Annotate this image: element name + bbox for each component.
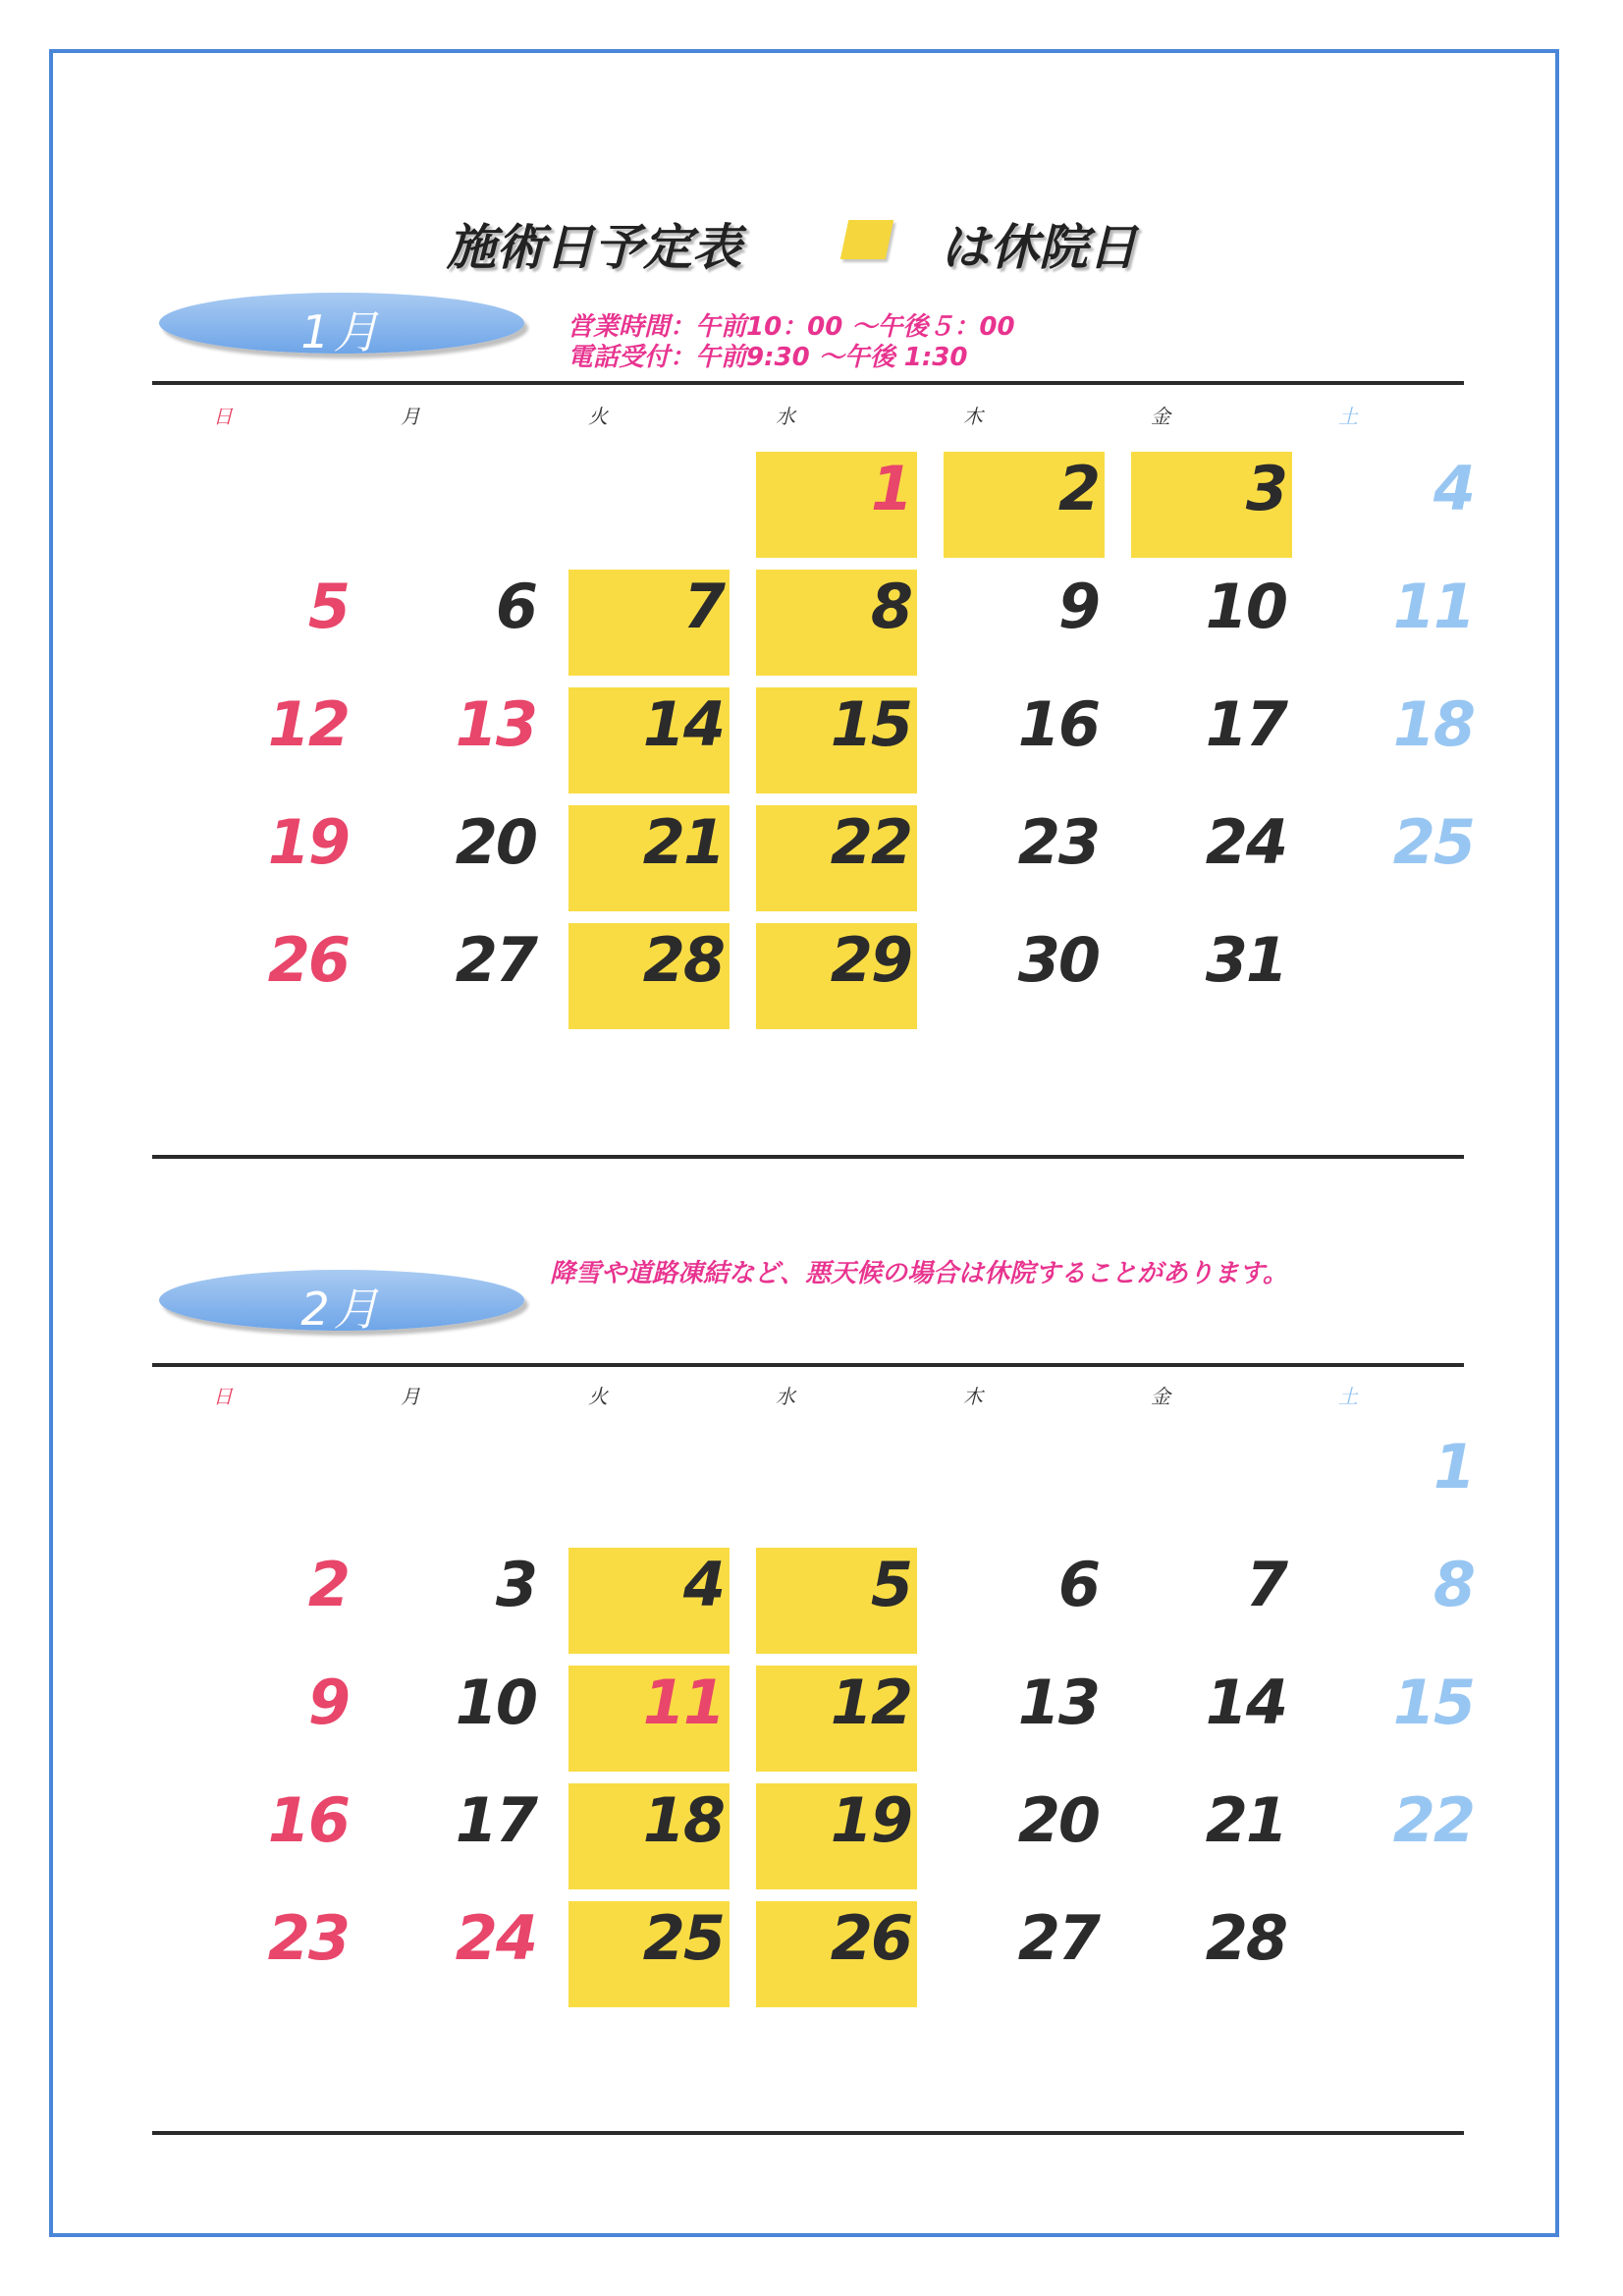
day-number: 26 <box>267 924 349 996</box>
closed-day-cell <box>568 1666 730 1772</box>
day-cell <box>193 1901 354 2007</box>
day-cell <box>381 1901 542 2007</box>
day-number: 19 <box>267 806 349 878</box>
day-number: 14 <box>1205 1667 1286 1738</box>
weekday-header-mon: 月 <box>401 405 420 428</box>
day-number: 12 <box>830 1667 911 1738</box>
day-number: 10 <box>1205 571 1286 642</box>
weekday-header-fri: 金 <box>1151 1385 1170 1408</box>
day-number: 9 <box>307 1667 349 1738</box>
closed-day-cell <box>568 805 730 911</box>
day-number: 13 <box>1017 1667 1099 1738</box>
closed-day-cell <box>756 452 917 558</box>
day-number: 10 <box>455 1667 536 1738</box>
day-cell <box>381 923 542 1029</box>
day-number: 1 <box>1433 1431 1474 1503</box>
day-cell <box>193 805 354 911</box>
day-number: 12 <box>267 688 349 760</box>
top-rule <box>152 381 1464 385</box>
day-cell <box>1319 1783 1480 1889</box>
notice-line: 電話受付：午前9:30 〜午後 1:30 <box>568 343 968 372</box>
weekday-header-sat: 土 <box>1338 405 1358 428</box>
day-number: 5 <box>307 571 349 642</box>
weekday-header-mon: 月 <box>401 1385 420 1408</box>
closed-day-cell <box>568 923 730 1029</box>
closed-day-cell <box>756 687 917 793</box>
day-number: 5 <box>870 1549 911 1620</box>
weekday-header-tue: 火 <box>588 405 608 428</box>
day-cell <box>944 1783 1105 1889</box>
day-cell <box>1131 805 1292 911</box>
day-number: 20 <box>1017 1784 1099 1856</box>
closed-day-cell <box>568 1901 730 2007</box>
day-cell <box>381 1548 542 1654</box>
bottom-rule <box>152 1155 1464 1159</box>
day-number: 17 <box>455 1784 536 1856</box>
day-cell <box>193 687 354 793</box>
day-number: 30 <box>1017 924 1099 996</box>
day-cell <box>193 1548 354 1654</box>
day-number: 11 <box>1392 571 1474 642</box>
day-number: 21 <box>1205 1784 1286 1856</box>
day-cell <box>381 805 542 911</box>
weekday-header-sun: 日 <box>213 405 233 428</box>
day-cell <box>1131 1666 1292 1772</box>
notice-line: 降雪や道路凍結など、悪天候の場合は休院することがあります。 <box>550 1259 1288 1288</box>
day-number: 20 <box>455 806 536 878</box>
day-number: 7 <box>682 571 724 642</box>
day-number: 29 <box>830 924 911 996</box>
day-cell <box>1131 923 1292 1029</box>
day-number: 2 <box>1057 453 1099 524</box>
closed-day-cell <box>756 1548 917 1654</box>
weekday-header-wed: 水 <box>776 405 795 428</box>
closed-day-cell <box>568 1783 730 1889</box>
day-cell <box>1319 805 1480 911</box>
day-number: 3 <box>495 1549 536 1620</box>
day-number: 2 <box>307 1549 349 1620</box>
day-cell <box>1319 570 1480 676</box>
day-cell <box>944 1666 1105 1772</box>
day-cell <box>944 570 1105 676</box>
day-number: 28 <box>642 924 724 996</box>
day-cell <box>1131 687 1292 793</box>
day-number: 24 <box>455 1902 536 1974</box>
month-label-text: 2月 <box>300 1283 383 1336</box>
day-number: 1 <box>870 453 911 524</box>
day-cell <box>1319 687 1480 793</box>
month-notice <box>550 1259 1288 1289</box>
day-cell <box>1131 1548 1292 1654</box>
month-label-text: 1月 <box>300 305 383 358</box>
day-number: 16 <box>1017 688 1099 760</box>
title-text: 施術日予定表 <box>447 219 741 276</box>
bottom-rule <box>152 2131 1464 2135</box>
weekday-header-thu: 木 <box>963 1385 983 1408</box>
day-cell <box>381 1783 542 1889</box>
closed-day-cell <box>756 1666 917 1772</box>
day-number: 15 <box>1392 1667 1474 1738</box>
day-cell <box>1319 452 1480 558</box>
day-number: 25 <box>1392 806 1474 878</box>
notice-line: 営業時間：午前10：00 〜午後５：00 <box>568 312 1015 342</box>
day-cell <box>944 923 1105 1029</box>
day-number: 13 <box>455 688 536 760</box>
closed-day-cell <box>568 1548 730 1654</box>
day-cell <box>1131 1901 1292 2007</box>
day-number: 15 <box>830 688 911 760</box>
closed-day-cell <box>568 687 730 793</box>
day-number: 22 <box>830 806 911 878</box>
day-cell <box>1319 1548 1480 1654</box>
day-number: 23 <box>1017 806 1099 878</box>
day-cell <box>381 570 542 676</box>
weekday-header-thu: 木 <box>963 405 983 428</box>
day-cell <box>944 1548 1105 1654</box>
day-number: 22 <box>1392 1784 1474 1856</box>
closed-day-cell <box>756 1783 917 1889</box>
closed-day-cell <box>756 570 917 676</box>
weekday-header-fri: 金 <box>1151 405 1170 428</box>
day-number: 16 <box>267 1784 349 1856</box>
month-label <box>159 1270 524 1336</box>
day-number: 3 <box>1245 453 1286 524</box>
weekday-header-sat: 土 <box>1338 1385 1358 1408</box>
day-number: 4 <box>1433 453 1474 524</box>
day-number: 27 <box>455 924 536 996</box>
day-cell <box>944 1901 1105 2007</box>
closed-day-cell <box>756 1901 917 2007</box>
day-cell <box>193 1666 354 1772</box>
weekday-header-wed: 水 <box>776 1385 795 1408</box>
day-number: 31 <box>1205 924 1286 996</box>
day-cell <box>1319 1430 1480 1536</box>
day-number: 6 <box>495 571 536 642</box>
schedule-title <box>0 208 1623 287</box>
day-number: 27 <box>1017 1902 1099 1974</box>
day-cell <box>381 687 542 793</box>
day-cell <box>193 1783 354 1889</box>
day-number: 24 <box>1205 806 1286 878</box>
month-notice <box>568 312 1015 373</box>
day-cell <box>381 1666 542 1772</box>
day-cell <box>944 687 1105 793</box>
closed-day-cell <box>756 923 917 1029</box>
day-cell <box>193 923 354 1029</box>
closed-day-cell <box>568 570 730 676</box>
weekday-header-sun: 日 <box>213 1385 233 1408</box>
day-number: 21 <box>642 806 724 878</box>
day-number: 28 <box>1205 1902 1286 1974</box>
day-number: 8 <box>1433 1549 1474 1620</box>
day-number: 26 <box>830 1902 911 1974</box>
day-cell <box>944 805 1105 911</box>
day-number: 4 <box>682 1549 724 1620</box>
day-number: 19 <box>830 1784 911 1856</box>
day-number: 14 <box>642 688 724 760</box>
day-number: 18 <box>642 1784 724 1856</box>
closed-legend-swatch <box>840 220 894 259</box>
day-number: 7 <box>1245 1549 1286 1620</box>
day-number: 11 <box>642 1667 724 1738</box>
day-cell <box>1131 1783 1292 1889</box>
day-number: 9 <box>1057 571 1099 642</box>
closed-day-cell <box>1131 452 1292 558</box>
top-rule <box>152 1363 1464 1367</box>
closed-day-cell <box>756 805 917 911</box>
weekday-header-tue: 火 <box>588 1385 608 1408</box>
day-number: 6 <box>1057 1549 1099 1620</box>
month-label <box>159 293 524 358</box>
day-number: 25 <box>642 1902 724 1974</box>
closed-day-cell <box>944 452 1105 558</box>
day-number: 18 <box>1392 688 1474 760</box>
day-number: 23 <box>267 1902 349 1974</box>
day-cell <box>1319 1666 1480 1772</box>
day-number: 17 <box>1205 688 1286 760</box>
day-cell <box>1131 570 1292 676</box>
day-number: 8 <box>870 571 911 642</box>
closed-legend-text: は休院日 <box>941 219 1137 276</box>
day-cell <box>193 570 354 676</box>
